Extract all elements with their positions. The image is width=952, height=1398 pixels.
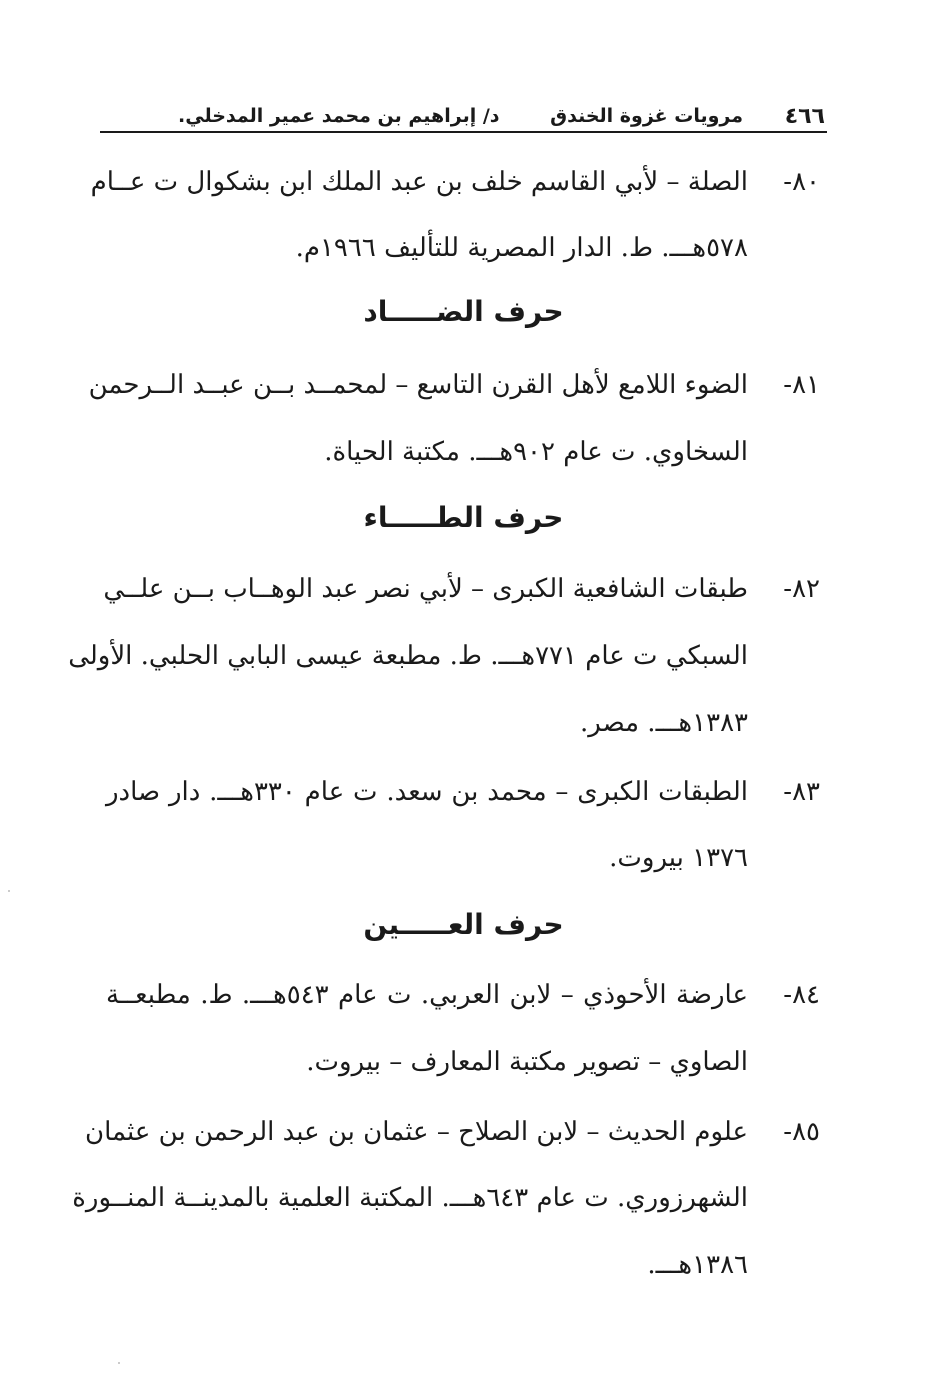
entry-84-line-2: الصاوي – تصوير مكتبة المعارف – بيروت. [306,1047,748,1077]
author-name: د/ إبراهيم بن محمد عمير المدخلي. [178,105,500,127]
entry-83-line-1: الطبقات الكبرى – محمد بن سعد. ت عام ٣٣٠هـــ. دار صادر [106,777,748,807]
scan-speck [118,1362,120,1364]
entry-81-line-2: السخاوي. ت عام ٩٠٢هـــ. مكتبة الحياة. [324,437,748,467]
section-heading-dad: حرف الضـــــاد [363,295,564,328]
book-title: مرويات غزوة الخندق [550,105,743,127]
page-number: ٤٦٦ [784,104,825,129]
entry-84-line-1: عارضة الأحوذي – لابن العربي. ت عام ٥٤٣هـــ. ط. مطبعــة [106,980,748,1010]
entry-80-number: ٨٠- [783,167,820,197]
section-heading-ain: حرف العـــــين [363,908,564,941]
entry-83-line-2: ١٣٧٦ بيروت. [609,843,748,873]
entry-84-number: ٨٤- [783,980,820,1010]
header-rule [100,131,827,133]
section-heading-taa: حرف الطـــــاء [363,501,564,534]
entry-82-line-3: ١٣٨٣هـــ. مصر. [579,708,748,738]
running-header [100,100,827,134]
entry-83-number: ٨٣- [783,777,820,807]
entry-81-number: ٨١- [783,370,820,400]
entry-85-line-3: ١٣٨٦هـــ. [647,1250,748,1280]
entry-85-line-2: الشهرزوري. ت عام ٦٤٣هـــ. المكتبة العلمية بالمدينــة المنــورة [72,1183,748,1213]
entry-85-number: ٨٥- [783,1117,820,1147]
entry-85-line-1: علوم الحديث – لابن الصلاح – عثمان بن عبد الرحمن بن عثمان [84,1117,748,1147]
entry-80-line-1: الصلة – لأبي القاسم خلف بن عبد الملك ابن بشكوال ت عــام [90,167,748,197]
entry-81-line-1: الضوء اللامع لأهل القرن التاسع – لمحمــد بــن عبــد الــرحمن [88,370,748,400]
entry-80-line-2: ٥٧٨هـــ. ط. الدار المصرية للتأليف ١٩٦٦م. [295,233,748,263]
scan-speck [8,890,10,892]
entry-82-line-1: طبقات الشافعية الكبرى – لأبي نصر عبد الوهــاب بــن علــي [103,574,748,604]
entry-82-line-2: السبكي ت عام ٧٧١هـــ. ط. مطبعة عيسى البابي الحلبي. الأولى [68,641,748,671]
entry-82-number: ٨٢- [783,574,820,604]
